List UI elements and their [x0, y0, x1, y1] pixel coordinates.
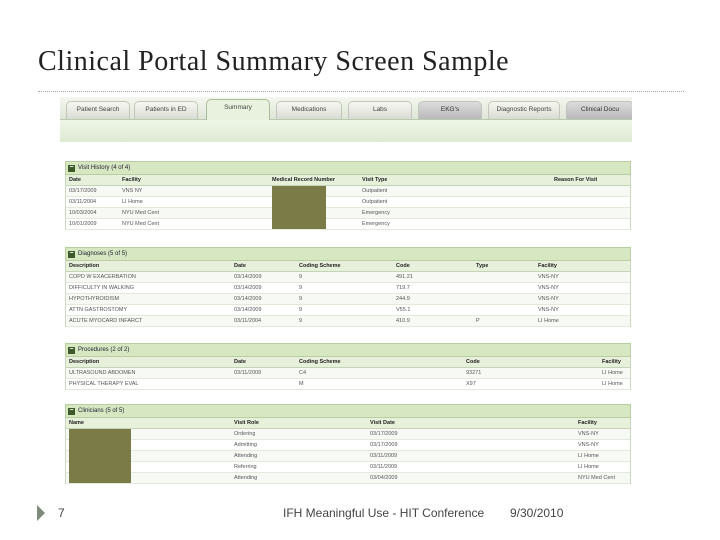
procedure-code: 93271	[466, 370, 482, 376]
visit-facility: VNS NY	[122, 188, 143, 194]
column-header[interactable]: Facility	[602, 359, 621, 365]
diagnosis-scheme: 9	[299, 285, 303, 291]
procedure-date: 03/11/2009	[234, 370, 262, 376]
slide-title: Clinical Portal Summary Screen Sample	[38, 46, 510, 77]
diagnosis-scheme: 9	[299, 307, 303, 313]
column-header[interactable]: Date	[234, 263, 246, 269]
column-header[interactable]: Visit Date	[370, 420, 395, 426]
section-header[interactable]	[65, 247, 631, 261]
table-row[interactable]	[66, 440, 630, 451]
clinician-role: Referring	[234, 464, 257, 470]
diagnoses-section	[65, 247, 631, 327]
column-header[interactable]: Code	[466, 359, 480, 365]
clinician-role: Ordering	[234, 431, 256, 437]
procedure-code: X97	[466, 381, 476, 387]
table-row[interactable]	[66, 294, 630, 305]
table-row[interactable]	[66, 208, 630, 219]
column-header[interactable]: Code	[396, 263, 410, 269]
collapse-icon[interactable]: −	[69, 406, 74, 414]
diagnosis-date: 03/11/2004	[234, 318, 262, 324]
procedure-facility: LI Home	[602, 381, 623, 387]
diagnosis-type: P	[476, 318, 480, 324]
tab-medications[interactable]: Medications	[276, 101, 342, 119]
table-row[interactable]	[66, 379, 630, 390]
clinical-portal-screenshot	[60, 97, 632, 493]
clinicians-table	[65, 418, 631, 484]
redacted-name-block	[69, 429, 131, 483]
visit-type: Emergency	[362, 210, 390, 216]
title-divider	[38, 91, 684, 92]
diagnosis-description: COPD W EXACERBATION	[69, 274, 136, 280]
diagnosis-date: 03/14/2009	[234, 296, 262, 302]
tab-clinical-documents[interactable]: Clinical Docu	[566, 101, 632, 119]
diagnosis-date: 03/14/2009	[234, 285, 262, 291]
table-header-row	[66, 175, 630, 186]
diagnosis-code: 491.21	[396, 274, 413, 280]
footer-text: IFH Meaningful Use - HIT Conference	[283, 506, 485, 520]
tab-patient-search[interactable]: Patient Search	[66, 101, 130, 119]
tab-patients-in-ed[interactable]: Patients in ED	[134, 101, 198, 119]
table-row[interactable]	[66, 429, 630, 440]
clinicians-section	[65, 404, 631, 484]
procedure-scheme: M	[299, 381, 304, 387]
visit-date: 10/01/2009	[69, 221, 97, 227]
table-row[interactable]	[66, 283, 630, 294]
section-header[interactable]	[65, 161, 631, 175]
clinician-role: Attending	[234, 475, 258, 481]
section-title: Diagnoses (5 of 5)	[78, 251, 128, 257]
diagnosis-date: 03/14/2009	[234, 274, 262, 280]
column-header[interactable]: Medical Record Number	[272, 177, 335, 183]
column-header[interactable]: Type	[476, 263, 489, 269]
column-header[interactable]: Facility	[578, 420, 597, 426]
table-header-row	[66, 418, 630, 429]
diagnosis-facility: VNS-NY	[538, 274, 559, 280]
page-number: 7	[58, 506, 65, 520]
column-header[interactable]: Coding Scheme	[299, 263, 341, 269]
column-header[interactable]: Reason For Visit	[554, 177, 598, 183]
section-title: Procedures (2 of 2)	[78, 347, 130, 353]
visit-history-section	[65, 161, 631, 230]
visit-date: 03/17/2009	[69, 188, 97, 194]
clinician-visit-date: 03/04/2009	[370, 475, 398, 481]
table-header-row	[66, 357, 630, 368]
clinician-role: Attending	[234, 453, 258, 459]
diagnoses-table	[65, 261, 631, 327]
visit-facility: NYU Med Cent	[122, 221, 159, 227]
clinician-facility: NYU Med Cent	[578, 475, 615, 481]
clinician-facility: LI Home	[578, 453, 599, 459]
column-header[interactable]: Description	[69, 359, 100, 365]
visit-type: Outpatient	[362, 188, 388, 194]
column-header[interactable]: Date	[69, 177, 81, 183]
clinician-visit-date: 03/17/2009	[370, 431, 398, 437]
procedure-scheme: C4	[299, 370, 307, 376]
tab-diagnostic-reports[interactable]: Diagnostic Reports	[488, 101, 560, 119]
clinician-facility: LI Home	[578, 464, 599, 470]
table-row[interactable]	[66, 451, 630, 462]
table-row[interactable]	[66, 219, 630, 230]
diagnosis-description: ATTN GASTROSTOMY	[69, 307, 128, 313]
column-header[interactable]: Name	[69, 420, 84, 426]
section-header[interactable]	[65, 343, 631, 357]
diagnosis-scheme: 9	[299, 274, 303, 280]
table-row[interactable]	[66, 462, 630, 473]
visit-date: 10/03/2004	[69, 210, 97, 216]
diagnosis-date: 03/14/2009	[234, 307, 262, 313]
diagnosis-description: HYPOTHYROIDISM	[69, 296, 120, 302]
clinician-visit-date: 03/11/2009	[370, 464, 398, 470]
bullet-arrow-icon	[37, 505, 45, 521]
clinician-visit-date: 03/11/2009	[370, 453, 398, 459]
table-header-row	[66, 261, 630, 272]
column-header[interactable]: Visit Role	[234, 420, 259, 426]
clinician-facility: VNS-NY	[578, 442, 599, 448]
column-header[interactable]: Description	[69, 263, 100, 269]
diagnosis-description: ACUTE MYOCARD INFARCT	[69, 318, 143, 324]
diagnosis-facility: LI Home	[538, 318, 559, 324]
visit-type: Emergency	[362, 221, 390, 227]
table-row[interactable]	[66, 272, 630, 283]
column-header[interactable]: Visit Type	[362, 177, 388, 183]
table-row[interactable]	[66, 316, 630, 327]
procedures-table	[65, 357, 631, 390]
procedures-section	[65, 343, 631, 390]
column-header[interactable]: Date	[234, 359, 246, 365]
section-header[interactable]	[65, 404, 631, 418]
procedure-facility: LI Home	[602, 370, 623, 376]
column-header[interactable]: Coding Scheme	[299, 359, 341, 365]
collapse-icon[interactable]: −	[69, 345, 74, 353]
diagnosis-scheme: 9	[299, 296, 303, 302]
section-title: Visit History (4 of 4)	[78, 165, 131, 171]
procedure-description: PHYSICAL THERAPY EVAL	[69, 381, 139, 387]
table-row[interactable]	[66, 368, 630, 379]
tab-summary[interactable]: Summary	[206, 99, 270, 120]
visit-date: 03/11/2004	[69, 199, 97, 205]
table-row[interactable]	[66, 186, 630, 197]
collapse-icon[interactable]: −	[69, 163, 74, 171]
table-row[interactable]	[66, 197, 630, 208]
diagnosis-description: DIFFICULTY IN WALKING	[69, 285, 134, 291]
tab-content-band	[60, 120, 632, 142]
collapse-icon[interactable]: −	[69, 249, 74, 257]
redacted-mrn-block	[272, 186, 326, 229]
diagnosis-scheme: 9	[299, 318, 303, 324]
tab-ekgs[interactable]: EKG's	[418, 101, 482, 119]
diagnosis-code: V55.1	[396, 307, 411, 313]
clinician-role: Admitting	[234, 442, 257, 448]
procedure-description: ULTRASOUND ABDOMEN	[69, 370, 136, 376]
diagnosis-code: 719.7	[396, 285, 410, 291]
diagnosis-code: 244.9	[396, 296, 410, 302]
footer-date: 9/30/2010	[510, 506, 564, 520]
clinician-facility: VNS-NY	[578, 431, 599, 437]
visit-facility: NYU Med Cent	[122, 210, 159, 216]
visit-type: Outpatient	[362, 199, 388, 205]
column-header[interactable]: Facility	[538, 263, 557, 269]
clinician-visit-date: 03/17/2009	[370, 442, 398, 448]
table-row[interactable]	[66, 473, 630, 484]
diagnosis-facility: VNS-NY	[538, 296, 559, 302]
visit-history-table	[65, 175, 631, 230]
tab-bar	[60, 97, 632, 120]
visit-facility: LI Home	[122, 199, 143, 205]
diagnosis-code: 410.9	[396, 318, 410, 324]
section-title: Clinicians (5 of 5)	[78, 408, 125, 414]
diagnosis-facility: VNS-NY	[538, 307, 559, 313]
tab-labs[interactable]: Labs	[348, 101, 412, 119]
column-header[interactable]: Facility	[122, 177, 141, 183]
diagnosis-facility: VNS-NY	[538, 285, 559, 291]
table-row[interactable]	[66, 305, 630, 316]
